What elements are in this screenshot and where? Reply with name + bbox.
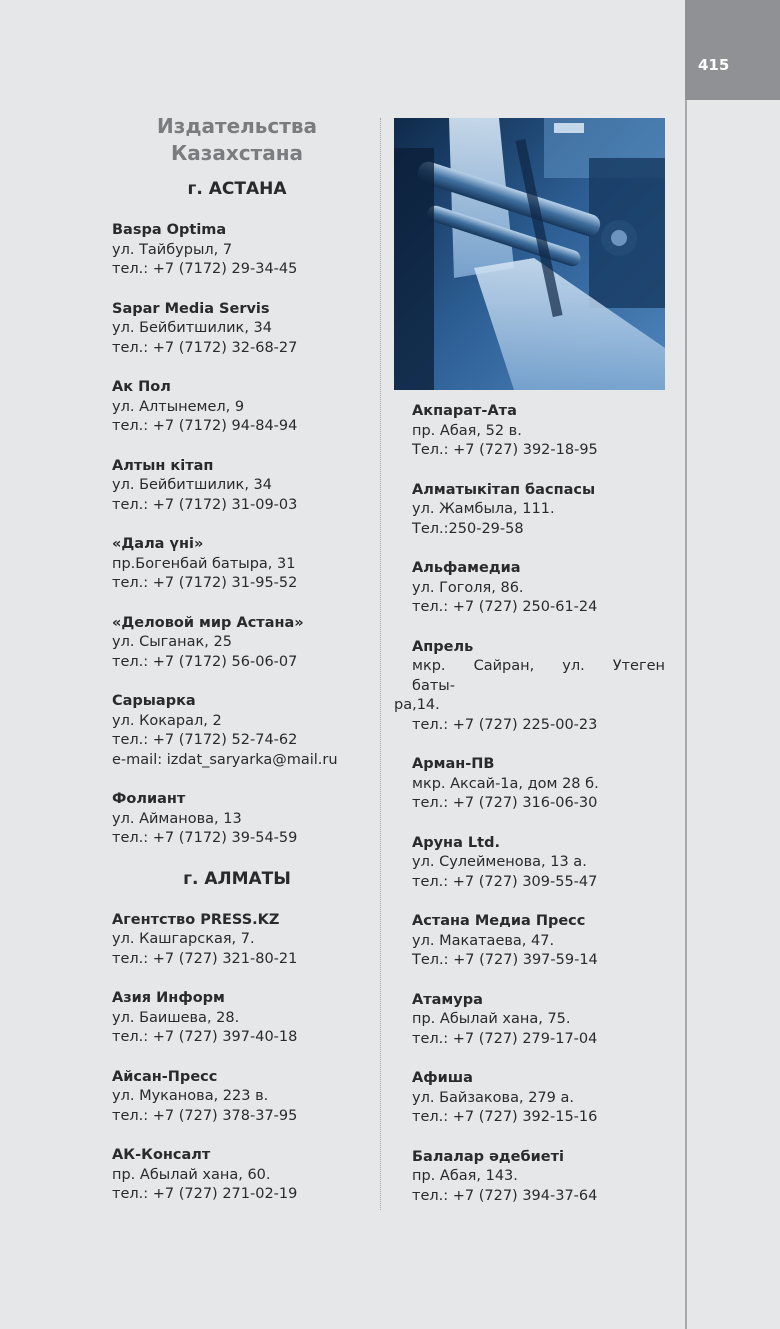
publisher-email: e-mail: izdat_saryarka@mail.ru xyxy=(112,751,338,768)
publisher-address: пр. Абая, 143. xyxy=(412,1168,518,1184)
publisher-address: ул. Айманова, 13 xyxy=(112,810,242,827)
publisher-name: Аруна Ltd. xyxy=(412,834,500,851)
page-number-tab xyxy=(685,0,780,100)
publisher-entry xyxy=(112,790,362,849)
publisher-entry xyxy=(394,834,665,893)
publisher-phone: тел.: +7 (7172) 29-34-45 xyxy=(112,261,298,277)
publisher-name: «Деловой мир Астана» xyxy=(112,614,304,631)
publisher-phone: Тел.: +7 (727) 397-59-14 xyxy=(412,952,598,968)
page-margin-strip xyxy=(685,100,780,1329)
publisher-address: мкр. Сайран, ул. Утеген баты- xyxy=(412,658,665,694)
publisher-entry xyxy=(394,991,665,1050)
publisher-phone: тел.: +7 (727) 397-40-18 xyxy=(112,1029,298,1045)
publisher-phone: тел.: +7 (727) 225-00-23 xyxy=(412,716,598,733)
publisher-entry xyxy=(394,481,665,540)
publisher-name: АК-Консалт xyxy=(112,1147,211,1163)
publisher-name: Алтын кітап xyxy=(112,457,214,474)
column-divider xyxy=(380,118,381,1210)
publisher-phone: тел.: +7 (727) 271-02-19 xyxy=(112,1186,298,1202)
publisher-entry xyxy=(394,912,665,971)
publisher-address: ул. Бейбитшилик, 34 xyxy=(112,320,272,336)
publisher-name: Алматыкітап баспасы xyxy=(412,481,596,498)
left-column xyxy=(112,113,362,1225)
publisher-name: Астана Медиа Пресс xyxy=(412,913,586,929)
publisher-entry xyxy=(112,221,362,280)
publisher-entry xyxy=(112,692,362,770)
section-title-line-1: Издательства xyxy=(156,114,318,138)
publisher-phone: тел.: +7 (727) 279-17-04 xyxy=(412,1030,598,1047)
publisher-entry xyxy=(394,402,665,461)
publisher-address: ул. Муканова, 223 в. xyxy=(112,1088,269,1104)
publisher-name: Альфамедиа xyxy=(412,560,521,576)
publisher-phone: тел.: +7 (727) 321-80-21 xyxy=(112,950,298,967)
publisher-address: ул. Кокарал, 2 xyxy=(112,712,222,729)
publisher-entry xyxy=(394,755,665,814)
publisher-address: ул. Жамбыла, 111. xyxy=(412,501,555,517)
page-number: 415 xyxy=(698,56,730,74)
publisher-name: Сарыарка xyxy=(112,693,196,709)
publisher-name: Апрель xyxy=(412,638,474,655)
publisher-entry xyxy=(112,300,362,359)
publisher-address: ул. Сыганак, 25 xyxy=(112,634,232,650)
publisher-address: мкр. Аксай-1а, дом 28 б. xyxy=(412,775,599,792)
section-title-line-2: Казахстана xyxy=(170,141,304,165)
publisher-address: ул. Сулейменова, 13 а. xyxy=(412,854,587,870)
publisher-phone: тел.: +7 (7172) 32-68-27 xyxy=(112,339,298,356)
publisher-name: Фолиант xyxy=(112,791,186,807)
city-heading-astana: г. АСТАНА xyxy=(187,179,287,199)
publisher-address: ул. Кашгарская, 7. xyxy=(112,931,255,947)
publisher-address-continued: ра,14. xyxy=(394,697,440,713)
publisher-name: Айсан-Пресс xyxy=(112,1068,218,1085)
publisher-entry xyxy=(394,559,665,618)
publisher-entry xyxy=(112,989,362,1048)
publisher-address: ул. Алтынемел, 9 xyxy=(112,398,245,415)
publisher-phone: тел.: +7 (7172) 31-95-52 xyxy=(112,575,298,591)
publisher-phone: Тел.:250-29-58 xyxy=(412,520,524,537)
publisher-address: пр.Богенбай батыра, 31 xyxy=(112,555,296,572)
publisher-name: Акпарат-Ата xyxy=(412,403,517,419)
publisher-entry xyxy=(394,1148,665,1207)
publisher-phone: тел.: +7 (727) 392-15-16 xyxy=(412,1109,598,1125)
publisher-phone: тел.: +7 (7172) 31-09-03 xyxy=(112,496,298,513)
publisher-address: ул. Баишева, 28. xyxy=(112,1009,240,1026)
publisher-name: Ак Пол xyxy=(112,379,171,395)
publisher-name: Агентство PRESS.KZ xyxy=(112,911,280,928)
publisher-name: Азия Информ xyxy=(112,990,225,1006)
publisher-address: пр. Абылай хана, 60. xyxy=(112,1166,271,1183)
publisher-address: ул. Тайбурыл, 7 xyxy=(112,241,233,258)
publisher-entry xyxy=(112,614,362,673)
city-heading-almaty: г. АЛМАТЫ xyxy=(183,868,291,889)
publisher-phone: тел.: +7 (727) 250-61-24 xyxy=(412,599,598,615)
publisher-address: ул. Байзакова, 279 а. xyxy=(412,1089,574,1106)
publisher-name: Sapar Media Servis xyxy=(112,300,270,317)
publisher-entry xyxy=(112,1068,362,1127)
section-title xyxy=(112,113,362,167)
publisher-phone: Тел.: +7 (727) 392-18-95 xyxy=(412,442,598,458)
publisher-address: ул. Бейбитшилик, 34 xyxy=(112,477,272,493)
publisher-entry xyxy=(112,457,362,516)
publisher-name: Арман-ПВ xyxy=(412,756,495,772)
publisher-entry xyxy=(394,638,665,736)
publisher-entry xyxy=(394,1069,665,1128)
publisher-address: ул. Макатаева, 47. xyxy=(412,932,555,949)
publisher-phone: тел.: +7 (727) 309-55-47 xyxy=(412,873,598,890)
publisher-phone: тел.: +7 (727) 316-06-30 xyxy=(412,795,598,811)
publisher-address: пр. Абылай хана, 75. xyxy=(412,1011,571,1027)
publisher-phone: тел.: +7 (7172) 39-54-59 xyxy=(112,830,298,846)
publisher-name: Балалар әдебиеті xyxy=(412,1148,564,1165)
publisher-name: «Дала үні» xyxy=(112,536,204,552)
publisher-phone: тел.: +7 (7172) 56-06-07 xyxy=(112,653,298,670)
publisher-entry xyxy=(112,1146,362,1205)
publisher-entry xyxy=(112,378,362,437)
publisher-name: Атамура xyxy=(412,991,483,1008)
publisher-phone: тел.: +7 (727) 394-37-64 xyxy=(412,1187,598,1204)
publisher-phone: тел.: +7 (727) 378-37-95 xyxy=(112,1107,298,1124)
publisher-phone: тел.: +7 (7172) 94-84-94 xyxy=(112,418,298,434)
publisher-entry xyxy=(112,535,362,594)
publisher-name: Афиша xyxy=(412,1070,473,1086)
right-column xyxy=(394,118,665,1226)
printing-press-photo xyxy=(394,118,665,390)
publisher-entry xyxy=(112,911,362,970)
publisher-address: ул. Гоголя, 86. xyxy=(412,579,524,596)
publisher-address: пр. Абая, 52 в. xyxy=(412,422,522,439)
publisher-name: Baspa Optima xyxy=(112,222,227,238)
publisher-phone: тел.: +7 (7172) 52-74-62 xyxy=(112,732,298,748)
